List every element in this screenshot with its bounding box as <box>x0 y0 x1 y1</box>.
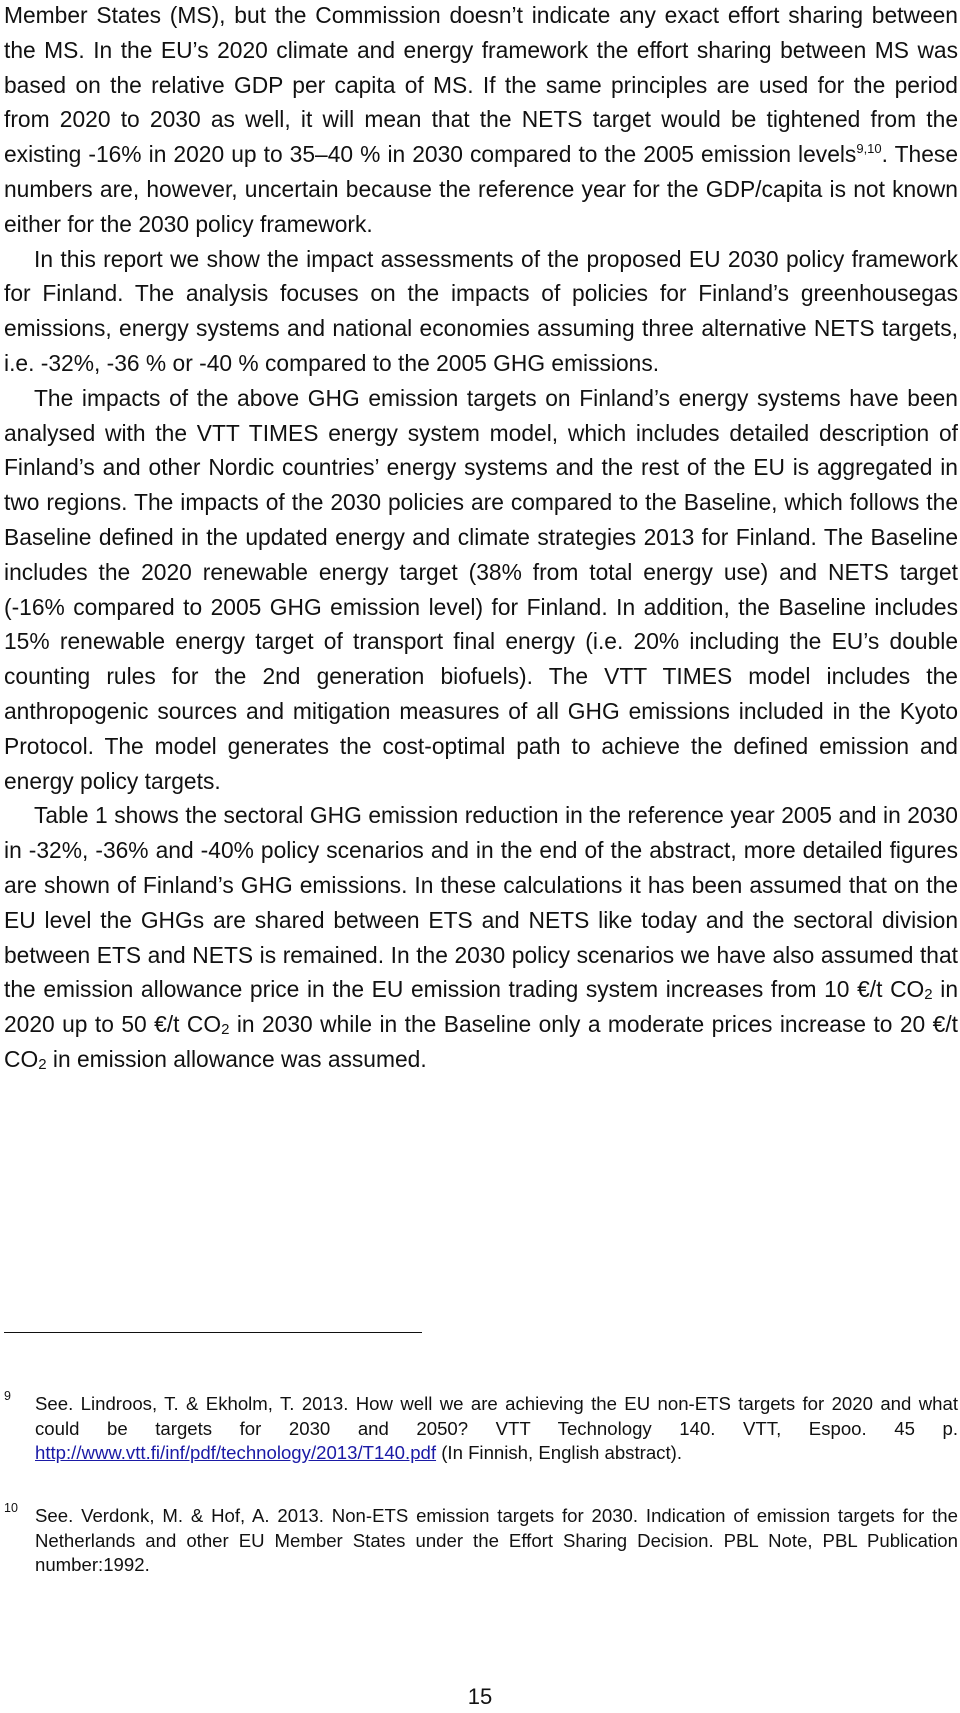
paragraph-1-text-a: Member States (MS), but the Commission doesn’t indicate any exact effort sharing between the MS. In the EU’s 2020 climate and energy framework the effort sharing between MS was based on the relative GDP per capita of MS. If the same principles are used for the period from 2020 to 2030 as well, it will mean that the NETS target would be tightened from the existing -16% in 2020 up to 35–40 % in 2030 compared to the 2005 emission levels <box>4 2 958 168</box>
paragraph-4-text-b: in 2020 up to 50 €/t CO <box>4 976 958 1038</box>
footnote-reference[interactable]: 9,10 <box>856 141 882 157</box>
paragraph-3: The impacts of the above GHG emission targets on Finland’s energy systems have been analysed with the VTT TIMES energy system model, which includes detailed description of Finland’s and other Nordic countries’ energy systems and the rest of the EU is aggregated in two regions. The impacts of the 2030 policies are compared to the Baseline, which follows the Baseline defined in the updated energy and climate strategies 2013 for Finland. The Baseline includes the 2020 renewable energy target (38% from total energy use) and NETS target (-16% compared to 2005 GHG emission level) for Finland. In addition, the Baseline includes 15% renewable energy target of transport final energy (i.e. 20% including the EU’s double counting rules for the 2nd generation biofuels). The VTT TIMES model includes the anthropogenic sources and mitigation measures of all GHG emissions included in the Kyoto Protocol. The model generates the cost-optimal path to achieve the defined emission and energy policy targets. <box>4 384 958 794</box>
paragraph-4 <box>4 798 958 1076</box>
body-text <box>4 0 958 1077</box>
footnote-link[interactable]: http://www.vtt.fi/inf/pdf/technology/2013/T140.pdf <box>35 1442 437 1463</box>
paragraph-2: In this report we show the impact assessments of the proposed EU 2030 policy framework for Finland. The analysis focuses on the impacts of policies for Finland’s greenhousegas emissions, energy systems and national economies assuming three alternative NETS targets, i.e. -32%, -36 % or -40 % compared to the 2005 GHG emissions. <box>4 245 958 376</box>
page-number: 15 <box>467 1684 493 1709</box>
footnote-text <box>35 1504 958 1578</box>
footnote-9-text-a: See. Lindroos, T. & Ekholm, T. 2013. How well we are achieving the EU non-ETS targets for 2020 and what could be targets for 2030 and 2050? VTT Technology 140. VTT, Espoo. 45 p. <box>35 1393 958 1439</box>
paragraph-1 <box>4 0 958 242</box>
footnote-9 <box>4 1389 958 1466</box>
subscript-2: 2 <box>38 1055 47 1073</box>
paragraph-1-text-b: . These numbers are, however, uncertain because the reference year for the GDP/capita is not known either for the 2030 policy framework. <box>4 141 958 237</box>
footnote-text <box>35 1392 958 1466</box>
footnote-10-text-a: See. Verdonk, M. & Hof, A. 2013. Non-ETS emission targets for 2030. Indication of emission targets for the Netherlands and other EU Member States under the Effort Sharing Decision. PBL Note, PBL Publication number:1992. <box>35 1505 958 1575</box>
subscript-2: 2 <box>924 986 933 1004</box>
footnote-number: 10 <box>4 1501 18 1515</box>
footnote-9-text-b: (In Finnish, English abstract). <box>436 1442 682 1463</box>
paragraph-4-text-a: Table 1 shows the sectoral GHG emission reduction in the reference year 2005 and in 2030 in -32%, -36% and -40% policy scenarios and in the end of the abstract, more detailed figures are shown of Finland’s GHG emissions. In these calculations it has been assumed that on the EU level the GHGs are shared between ETS and NETS like today and the sectoral division between ETS and NETS is remained. In the 2030 policy scenarios we have also assumed that the emission allowance price in the EU emission trading system increases from 10 €/t CO <box>4 802 958 1003</box>
subscript-2: 2 <box>221 1021 230 1039</box>
paragraph-4-text-d: in emission allowance was assumed. <box>46 1045 427 1072</box>
footnote-10 <box>4 1501 958 1578</box>
paragraph-4-text-c: in 2030 while in the Baseline only a moderate prices increase to 20 €/t CO <box>4 1011 958 1072</box>
footnote-separator <box>4 1332 422 1333</box>
footnote-number: 9 <box>4 1389 11 1403</box>
